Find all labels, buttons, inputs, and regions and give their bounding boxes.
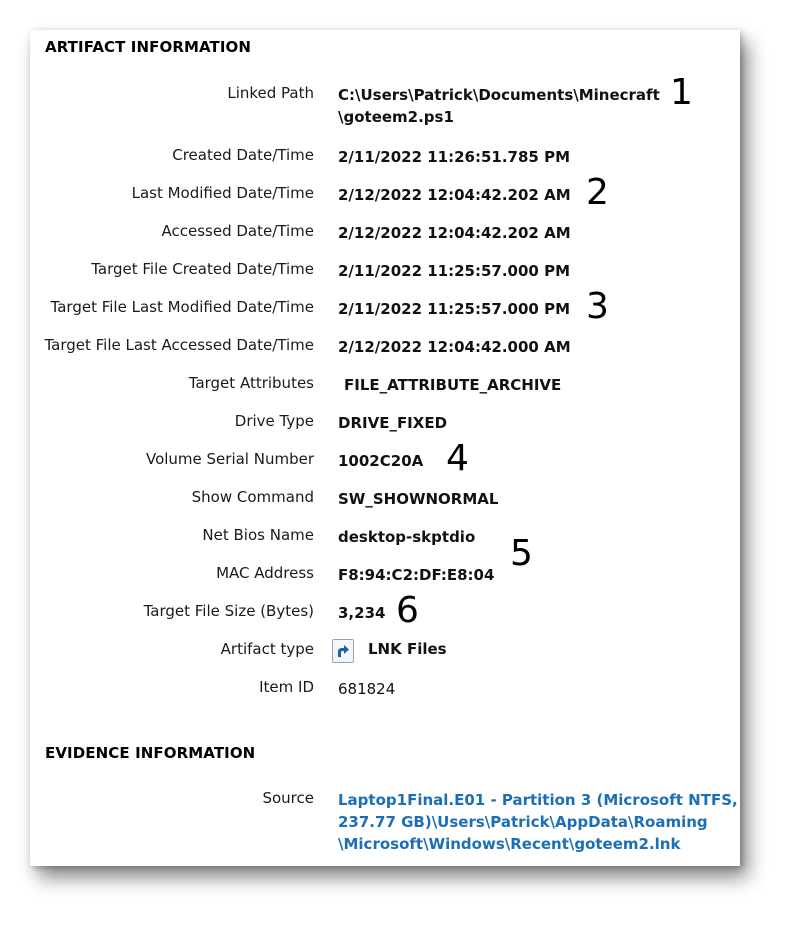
row-show-command [30, 488, 740, 512]
volume-serial-value[interactable]: 1002C20A [338, 452, 424, 470]
linked-path-line-1: C:\Users\Patrick\Documents\Minecraft [338, 86, 660, 104]
row-artifact-type [30, 640, 740, 664]
row-created [30, 146, 740, 170]
item-id-value[interactable]: 681824 [338, 680, 396, 698]
row-last-modified [30, 184, 740, 208]
netbios-name-label: Net Bios Name [202, 526, 314, 544]
annotation-marker-1: 1 [670, 72, 693, 113]
target-created-value[interactable]: 2/11/2022 11:25:57.000 PM [338, 262, 571, 280]
drive-type-value[interactable]: DRIVE_FIXED [338, 414, 448, 432]
artifact-type-label: Artifact type [220, 640, 314, 658]
annotation-marker-4: 4 [446, 438, 469, 479]
target-attributes-value[interactable]: FILE_ATTRIBUTE_ARCHIVE [344, 376, 562, 394]
target-modified-label: Target File Last Modified Date/Time [50, 298, 314, 316]
row-accessed [30, 222, 740, 246]
evidence-information-header: EVIDENCE INFORMATION [45, 744, 256, 762]
target-accessed-label: Target File Last Accessed Date/Time [44, 336, 314, 354]
created-value[interactable]: 2/11/2022 11:26:51.785 PM [338, 148, 571, 166]
row-target-attributes [30, 374, 740, 398]
row-target-accessed [30, 336, 740, 360]
last-modified-label: Last Modified Date/Time [131, 184, 314, 202]
row-item-id [30, 678, 740, 702]
target-modified-value[interactable]: 2/11/2022 11:25:57.000 PM [338, 300, 571, 318]
item-id-label: Item ID [259, 678, 314, 696]
artifact-information-header: ARTIFACT INFORMATION [45, 38, 252, 56]
linked-path-label: Linked Path [227, 84, 314, 102]
mac-address-label: MAC Address [216, 564, 314, 582]
drive-type-label: Drive Type [234, 412, 314, 430]
row-netbios-name [30, 526, 740, 550]
created-label: Created Date/Time [172, 146, 314, 164]
target-size-value[interactable]: 3,234 [338, 604, 386, 622]
source-line-1: Laptop1Final.E01 - Partition 3 (Microsoft NTFS, [338, 791, 738, 809]
target-accessed-value[interactable]: 2/12/2022 12:04:42.000 AM [338, 338, 571, 356]
source-line-3: \Microsoft\Windows\Recent\goteem2.lnk [338, 835, 681, 853]
row-target-created [30, 260, 740, 284]
row-target-modified [30, 298, 740, 322]
source-link[interactable] [338, 789, 738, 855]
artifact-details-panel [30, 30, 740, 866]
source-line-2: 237.77 GB)\Users\Patrick\AppData\Roaming [338, 813, 708, 831]
row-volume-serial [30, 450, 740, 474]
accessed-value[interactable]: 2/12/2022 12:04:42.202 AM [338, 224, 571, 242]
show-command-label: Show Command [191, 488, 314, 506]
row-source [30, 789, 740, 853]
target-attributes-label: Target Attributes [188, 374, 314, 392]
linked-path-line-2: \goteem2.ps1 [338, 108, 454, 126]
artifact-type-value[interactable]: LNK Files [368, 640, 447, 658]
annotation-marker-5: 5 [510, 533, 533, 574]
volume-serial-label: Volume Serial Number [145, 450, 314, 468]
shortcut-arrow-icon [332, 639, 354, 663]
netbios-name-value[interactable]: desktop-skptdio [338, 528, 476, 546]
accessed-label: Accessed Date/Time [161, 222, 314, 240]
row-mac-address [30, 564, 740, 588]
linked-path-value[interactable] [338, 84, 718, 128]
last-modified-value[interactable]: 2/12/2022 12:04:42.202 AM [338, 186, 571, 204]
mac-address-value[interactable]: F8:94:C2:DF:E8:04 [338, 566, 495, 584]
target-size-label: Target File Size (Bytes) [143, 602, 314, 620]
annotation-marker-3: 3 [586, 286, 609, 327]
show-command-value[interactable]: SW_SHOWNORMAL [338, 490, 499, 508]
target-created-label: Target File Created Date/Time [91, 260, 314, 278]
row-target-size [30, 602, 740, 626]
source-label: Source [262, 789, 314, 807]
row-drive-type [30, 412, 740, 436]
row-linked-path [30, 84, 740, 126]
annotation-marker-2: 2 [586, 172, 609, 213]
annotation-marker-6: 6 [396, 590, 419, 631]
